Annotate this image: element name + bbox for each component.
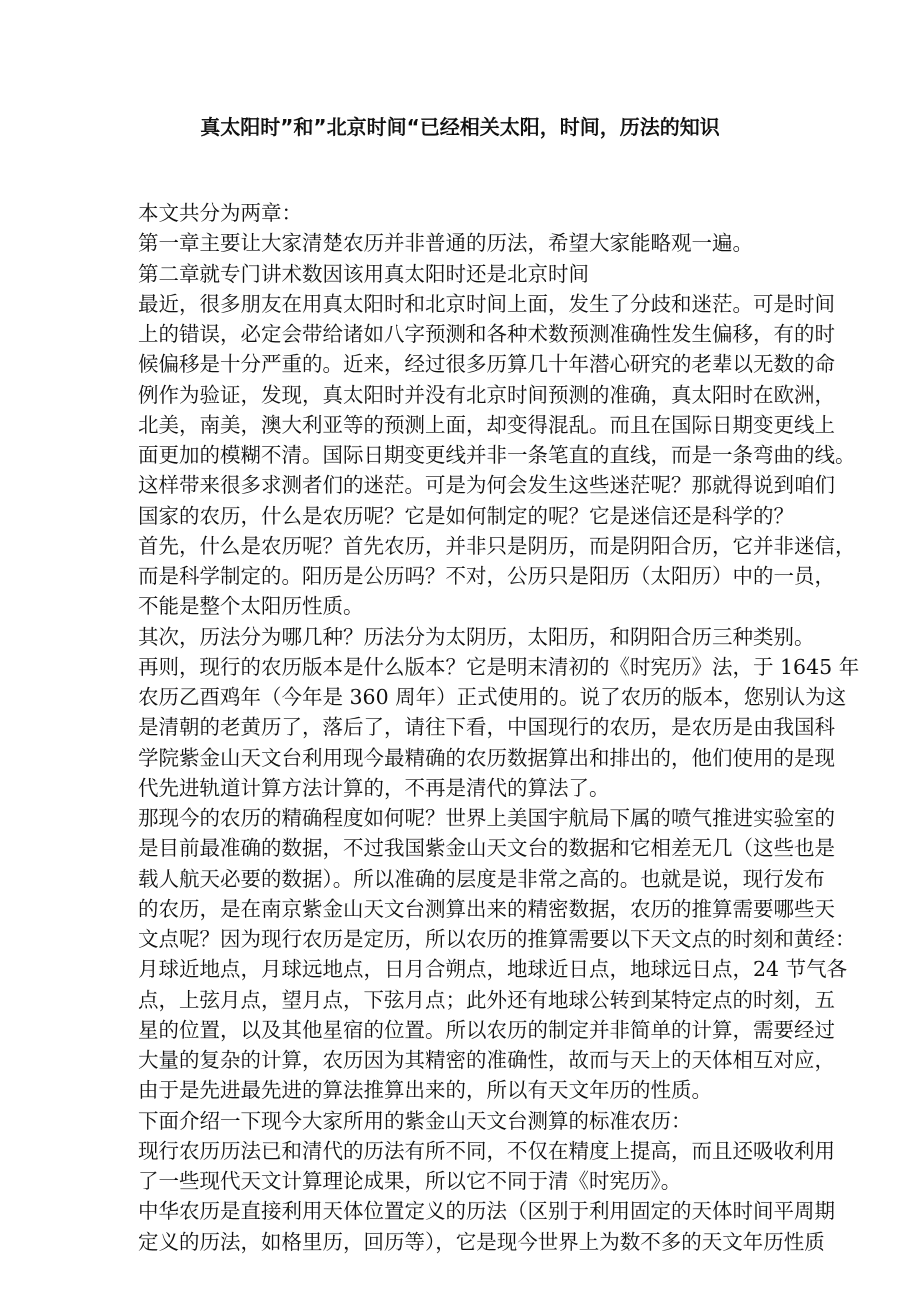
text-line: 中华农历是直接利用天体位置定义的历法（区别于利用固定的天体时间平周期 (138, 1199, 835, 1224)
text-line: 大量的复杂的计算，农历因为其精密的准确性，故而与天上的天体相互对应， (138, 1048, 835, 1072)
text-line: 这样带来很多求测者们的迷茫。可是为何会发生这些迷茫呢？那就得说到咱们 (138, 473, 835, 498)
text-line: 是清朝的老黄历了，落后了，请往下看，中国现行的农历，是农历是由我国科 (138, 715, 835, 740)
document-body (138, 198, 860, 1257)
text-line: 月球近地点，月球远地点，日月合朔点，地球近日点，地球远日点，24 节气各 (138, 957, 848, 982)
text-line: 而是科学制定的。阳历是公历吗？不对，公历只是阳历（太阳历）中的一员， (138, 564, 835, 588)
text-line: 那现今的农历的精确程度如何呢？世界上美国宇航局下属的喷气推进实验室的 (138, 806, 835, 830)
text-line: 定义的历法，如格里历，回历等），它是现今世界上为数不多的天文年历性质 (138, 1229, 825, 1254)
text-line: 例作为验证，发现，真太阳时并没有北京时间预测的准确，真太阳时在欧洲， (138, 382, 835, 407)
text-line: 本文共分为两章： (138, 201, 302, 225)
text-line: 由于是先进最先进的算法推算出来的，所以有天文年历的性质。 (138, 1078, 712, 1103)
text-line: 首先，什么是农历呢？首先农历，并非只是阴历，而是阴阳合历，它并非迷信， (138, 533, 856, 558)
text-line: 载人航天必要的数据）。所以准确的层度是非常之高的。也就是说，现行发布 (138, 866, 825, 891)
text-line: 农历乙酉鸡年（今年是 360 周年）正式使用的。说了农历的版本，您别认为这 (138, 685, 847, 709)
text-line: 下面介绍一下现今大家所用的紫金山天文台测算的标准农历： (138, 1108, 692, 1133)
text-line: 第一章主要让大家清楚农历并非普通的历法，希望大家能略观一遍。 (138, 231, 753, 256)
text-line: 上的错误，必定会带给诸如八字预测和各种术数预测准确性发生偏移，有的时 (138, 322, 835, 346)
text-line: 学院紫金山天文台利用现今最精确的农历数据算出和排出的，他们使用的是现 (138, 745, 835, 770)
text-line: 星的位置，以及其他星宿的位置。所以农历的制定并非简单的计算，需要经过 (138, 1017, 835, 1042)
text-line: 候偏移是十分严重的。近来，经过很多历算几十年潜心研究的老辈以无数的命 (138, 352, 835, 377)
document-title: 真太阳时”和”北京时间“已经相关太阳，时间，历法的知识 (200, 115, 720, 139)
text-line: 面更加的模糊不清。国际日期变更线并非一条笔直的直线，而是一条弯曲的线。 (138, 443, 856, 467)
text-line: 不能是整个太阳历性质。 (138, 594, 364, 619)
text-line: 国家的农历，什么是农历呢？它是如何制定的呢？它是迷信还是科学的？ (138, 503, 794, 528)
text-line: 是目前最准确的数据，不过我国紫金山天文台的数据和它相差无几（这些也是 (138, 836, 835, 861)
text-line: 点，上弦月点，望月点，下弦月点；此外还有地球公转到某特定点的时刻，五 (138, 987, 835, 1012)
text-line: 北美，南美，澳大利亚等的预测上面，却变得混乱。而且在国际日期变更线上 (138, 412, 835, 437)
text-line: 第二章就专门讲术数因该用真太阳时还是北京时间 (138, 261, 589, 286)
text-line: 再则，现行的农历版本是什么版本？它是明末清初的《时宪历》法，于 1645 年 (138, 654, 860, 679)
text-line: 了一些现代天文计算理论成果，所以它不同于清《时宪历》。 (138, 1169, 682, 1193)
text-line: 其次，历法分为哪几种？历法分为太阴历，太阳历，和阴阳合历三种类别。 (138, 624, 815, 649)
text-line: 的农历，是在南京紫金山天文台测算出来的精密数据，农历的推算需要哪些天 (138, 896, 835, 921)
text-line: 文点呢？因为现行农历是定历，所以农历的推算需要以下天文点的时刻和黄经： (138, 927, 856, 951)
text-line: 现行农历历法已和清代的历法有所不同，不仅在精度上提高，而且还吸收利用 (138, 1138, 835, 1163)
text-line: 代先进轨道计算方法计算的，不再是清代的算法了。 (138, 775, 610, 800)
text-line: 最近，很多朋友在用真太阳时和北京时间上面，发生了分歧和迷茫。可是时间 (138, 291, 835, 316)
